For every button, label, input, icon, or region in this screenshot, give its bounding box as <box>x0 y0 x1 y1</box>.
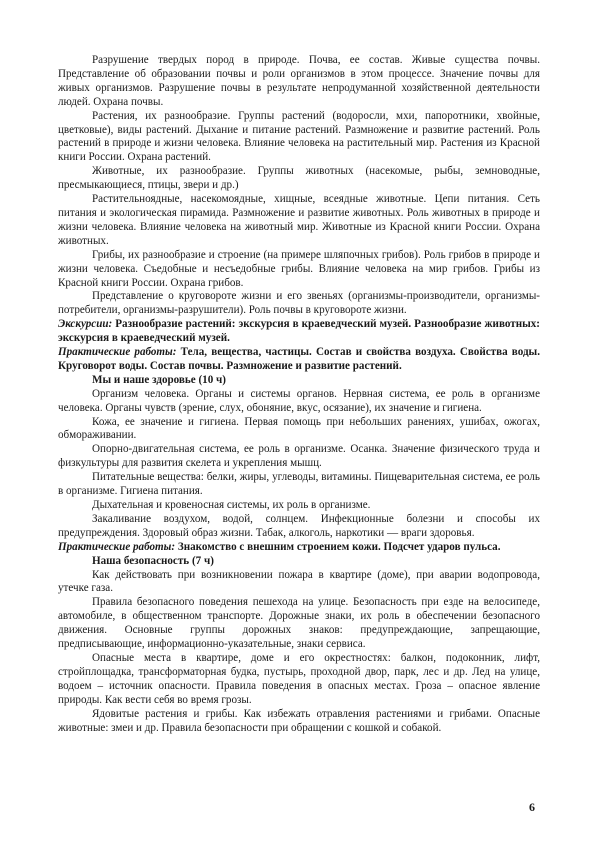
paragraph-practical-work-2 <box>58 541 540 555</box>
paragraph-fire: Как действовать при возникновении пожара в квартире (доме), при аварии водопровода, утечке газа. <box>58 568 540 595</box>
paragraph-animal-groups: Животные, их разнообразие. Группы животных (насекомые, рыбы, земноводные, пресмыкающиеся, птицы, звери и др.) <box>58 165 540 192</box>
paragraph-dangerous-places: Опасные места в квартире, доме и его окрестностях: балкон, подоконник, лифт, стройплощадка, трансформаторная будка, пустырь, проходной двор, парк, лес и др. Лед на улице, водоем – источник опасности. Правила поведения в опасных местах. Гроза – опасное явление природы. Как вести себя во время грозы. <box>58 651 540 706</box>
excursions-text: Разнообразие растений: экскурсия в краеведческий музей. Разнообразие животных: экскурсия в краеведческий музей. <box>58 318 540 345</box>
section-heading-health: Мы и наше здоровье (10 ч) <box>92 373 226 386</box>
paragraph-plants: Растения, их разнообразие. Группы растений (водоросли, мхи, папоротники, хвойные, цветковые), виды растений. Дыхание и питание растений. Размножение и развитие растений. Роль растений в природе и жизни человека. Влияние человека на растительный мир. Растения из Красной книги России. Охрана растений. <box>58 109 540 164</box>
practical-work-text-2: Знакомство с внешним строением кожи. Подсчет ударов пульса. <box>175 540 501 553</box>
paragraph-practical-work-1 <box>58 346 540 374</box>
paragraph-pedestrian: Правила безопасного поведения пешехода на улице. Безопасность при езде на велосипеде, автомобиле, в общественном транспорте. Дорожные знаки, их роль в обеспечении безопасного движения. Основные группы дорожных знаков: предупреждающие, запрещающие, предписывающие, информационно-указательные, знаки сервиса. <box>58 596 540 651</box>
paragraph-skin: Кожа, ее значение и гигиена. Первая помощь при небольших ранениях, ушибах, ожогах, обмораживании. <box>58 415 540 442</box>
section-heading-safety: Наша безопасность (7 ч) <box>92 554 214 567</box>
practical-work-text: Тела, вещества, частицы. Состав и свойства воздуха. Свойства воды. Круговорот воды. Состав почвы. Размножение и развитие растений. <box>58 346 540 372</box>
document-page <box>58 54 540 735</box>
paragraph-nutrition: Питательные вещества: белки, жиры, углеводы, витамины. Пищеварительная система, ее роль в организме. Гигиена питания. <box>58 471 540 498</box>
paragraph-human-body: Организм человека. Органы и системы органов. Нервная система, ее роль в организме человека. Органы чувств (зрение, слух, обоняние, вкус, осязание), их значение и гигиена. <box>58 387 540 414</box>
page-number: 6 <box>529 800 535 814</box>
paragraph-life-cycle: Представление о круговороте жизни и его звеньях (организмы-производители, организмы-потребители, организмы-разрушители). Роль почвы в круговороте жизни. <box>58 290 540 317</box>
paragraph-excursions <box>58 318 540 346</box>
paragraph-poisonous: Ядовитые растения и грибы. Как избежать отравления растениями и грибами. Опасные животные: змеи и др. Правила безопасности при обращении с кошкой и собакой. <box>58 707 540 734</box>
paragraph-animal-feeding: Растительноядные, насекомоядные, хищные, всеядные животные. Цепи питания. Сеть питания и экологическая пирамида. Размножение и развитие животных. Роль животных в природе и жизни человека. Влияние человека на животный мир. Животные из Красной книги России. Охрана животных. <box>58 193 540 247</box>
paragraph-musculoskeletal: Опорно-двигательная система, ее роль в организме. Осанка. Значение физического труда и физкультуры для развития скелета и укрепления мышц. <box>58 443 540 470</box>
practical-work-label-2: Практические работы: <box>58 540 176 553</box>
paragraph-hardening: Закаливание воздухом, водой, солнцем. Инфекционные болезни и способы их предупреждения. Здоровый образ жизни. Табак, алкоголь, наркотики — враги здоровья. <box>58 512 540 539</box>
paragraph-respiratory: Дыхательная и кровеносная системы, их роль в организме. <box>92 499 371 511</box>
excursions-label: Экскурсии: <box>58 318 113 331</box>
paragraph-fungi: Грибы, их разнообразие и строение (на примере шляпочных грибов). Роль грибов в природе и жизни человека. Съедобные и несъедобные грибы. Влияние человека на мир грибов. Грибы из Красной книги России. Охрана грибов. <box>58 248 540 289</box>
paragraph-soil: Разрушение твердых пород в природе. Почва, ее состав. Живые существа почвы. Представление об образовании почвы и роли организмов в этом процессе. Значение почвы для живых организмов. Разрушение почвы в результате непродуманной хозяйственной деятельности людей. Охрана почвы. <box>58 54 540 108</box>
practical-work-label: Практические работы: <box>58 346 177 359</box>
